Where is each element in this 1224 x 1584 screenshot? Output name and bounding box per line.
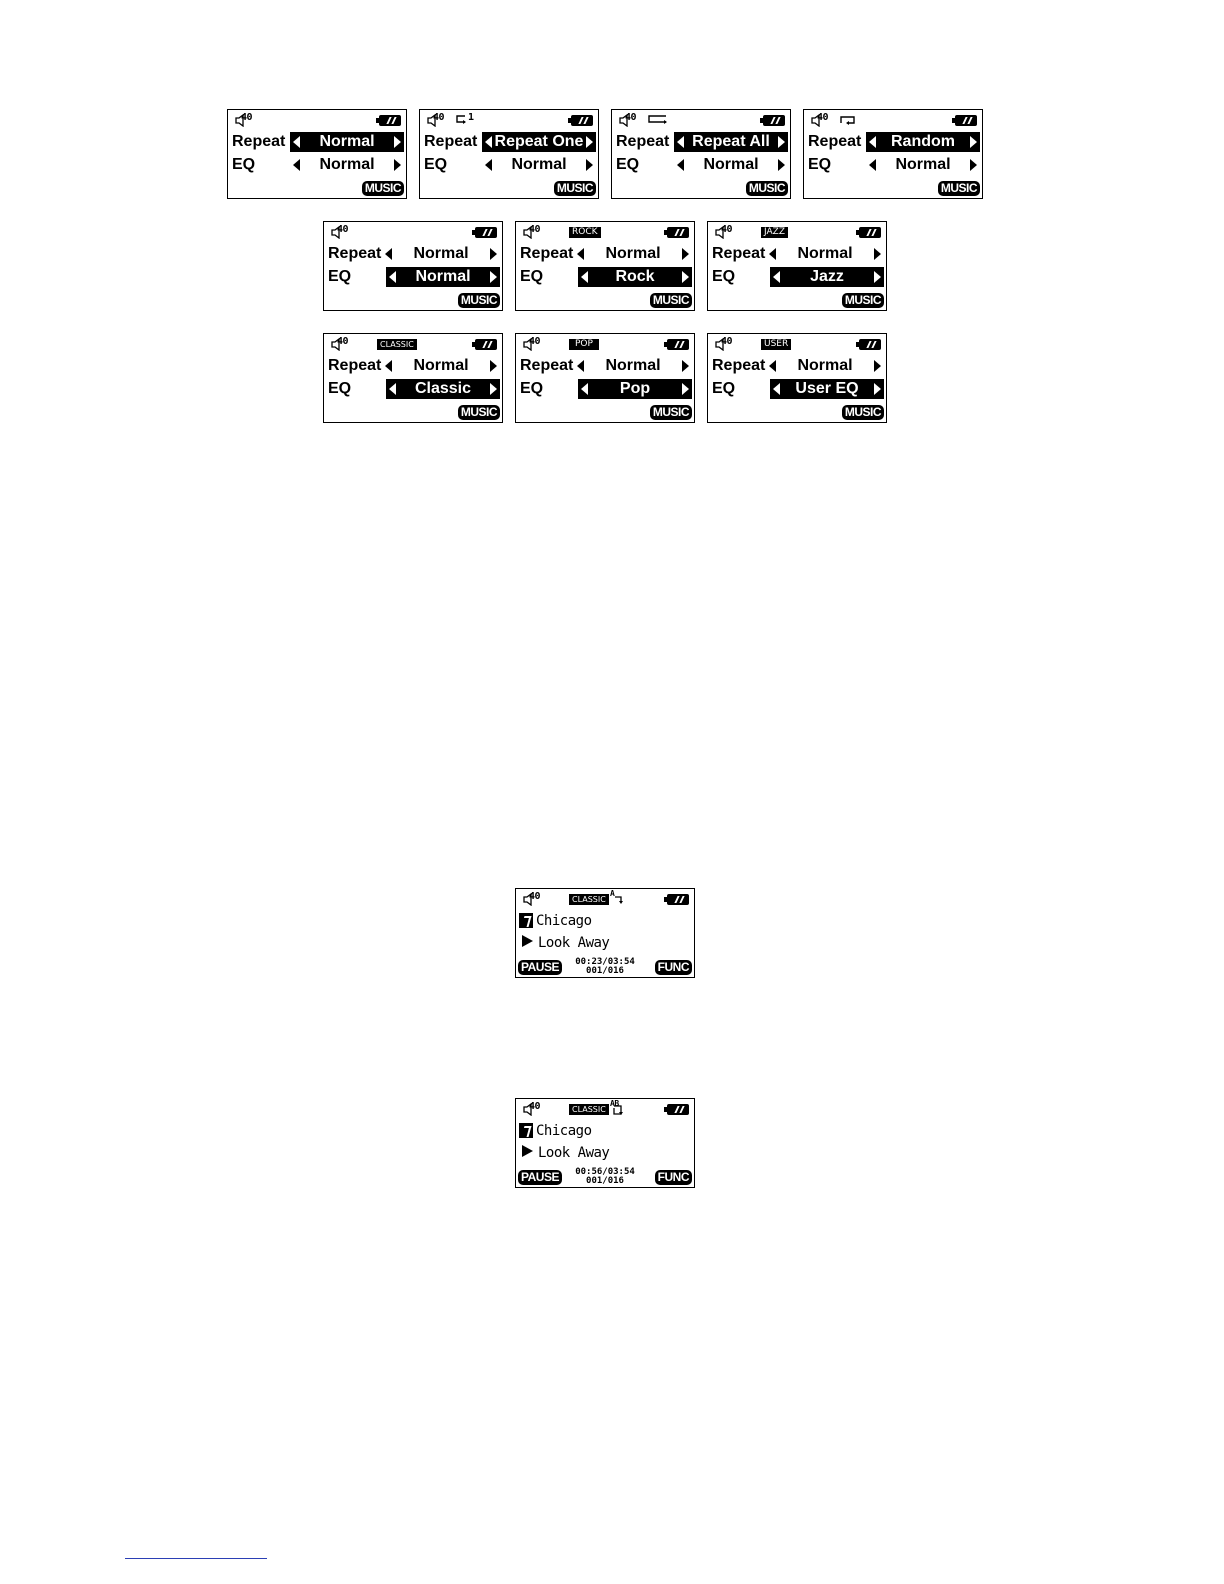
eq-row[interactable]: [710, 267, 884, 287]
eq-value: Rock: [615, 268, 655, 285]
repeat-selector[interactable]: [866, 132, 980, 152]
eq-value: Classic: [414, 380, 472, 397]
screen-repeat-all: [611, 109, 791, 199]
eq-selector[interactable]: [578, 267, 692, 287]
artist-icon: [519, 1123, 533, 1138]
eq-row[interactable]: [230, 155, 404, 175]
eq-row[interactable]: [422, 155, 596, 175]
eq-label: EQ: [328, 268, 352, 285]
repeat-label: Repeat: [616, 133, 670, 150]
music-button[interactable]: MUSIC: [842, 293, 884, 308]
arrow-left-icon[interactable]: [389, 271, 396, 283]
repeat-label: Repeat: [712, 245, 766, 262]
battery-icon: [763, 115, 785, 126]
repeat-row[interactable]: [710, 356, 884, 376]
eq-selector[interactable]: [482, 155, 596, 175]
arrow-right-icon[interactable]: [874, 360, 881, 372]
eq-selector[interactable]: [386, 267, 500, 287]
track-counter: 001/016: [586, 1176, 624, 1186]
eq-label: EQ: [328, 380, 352, 397]
repeat-value: Normal: [797, 245, 853, 262]
status-bar: [804, 112, 982, 128]
repeat-value: Normal: [319, 133, 375, 150]
track-counter: 001/016: [586, 966, 624, 976]
battery-icon: [667, 339, 689, 350]
repeat-selector[interactable]: [482, 132, 596, 152]
screen-repeat-random: [803, 109, 983, 199]
eq-row[interactable]: [710, 379, 884, 399]
repeat-all-icon: [646, 114, 670, 126]
eq-value: Normal: [703, 156, 759, 173]
repeat-value: Random: [891, 133, 955, 150]
eq-row[interactable]: [326, 267, 500, 287]
arrow-right-icon[interactable]: [586, 136, 593, 148]
repeat-label: Repeat: [424, 133, 478, 150]
repeat-value: Repeat One: [494, 133, 584, 150]
repeat-row[interactable]: [518, 356, 692, 376]
screen-eq-user: [707, 333, 887, 423]
volume-value: 40: [433, 112, 445, 123]
repeat-row[interactable]: [518, 244, 692, 264]
battery-icon: [475, 227, 497, 238]
music-button[interactable]: MUSIC: [842, 405, 884, 420]
arrow-left-icon[interactable]: [773, 271, 780, 283]
arrow-left-icon[interactable]: [869, 159, 876, 171]
volume-value: 40: [529, 224, 541, 235]
battery-icon: [859, 339, 881, 350]
screen-repeat-normal: [227, 109, 407, 199]
eq-tag-classic: CLASSIC: [569, 1104, 609, 1115]
time-display: [569, 958, 641, 976]
repeat-row[interactable]: [614, 132, 788, 152]
arrow-right-icon[interactable]: [490, 360, 497, 372]
repeat-label: Repeat: [520, 245, 574, 262]
music-button[interactable]: MUSIC: [458, 405, 500, 420]
screen-eq-jazz: [707, 221, 887, 311]
screen-eq-classic: [323, 333, 503, 423]
arrow-left-icon[interactable]: [385, 360, 392, 372]
screen-eq-pop: [515, 333, 695, 423]
arrow-right-icon[interactable]: [970, 159, 977, 171]
arrow-right-icon[interactable]: [874, 271, 881, 283]
repeat-row[interactable]: [326, 244, 500, 264]
arrow-right-icon[interactable]: [778, 159, 785, 171]
arrow-left-icon[interactable]: [769, 248, 776, 260]
repeat-selector[interactable]: [382, 244, 500, 264]
arrow-right-icon[interactable]: [682, 271, 689, 283]
artist-icon: [519, 913, 533, 928]
repeat-value: Normal: [605, 245, 661, 262]
battery-icon: [667, 894, 689, 905]
status-bar: [516, 1101, 694, 1117]
elapsed-total-time: 00:23/03:54: [575, 957, 635, 967]
battery-icon: [955, 115, 977, 126]
eq-selector[interactable]: [770, 379, 884, 399]
repeat-value: Normal: [797, 357, 853, 374]
playback-screen-a: [515, 888, 695, 978]
eq-label: EQ: [520, 380, 544, 397]
battery-icon: [667, 1104, 689, 1115]
repeat-label: Repeat: [808, 133, 862, 150]
repeat-label: Repeat: [520, 357, 574, 374]
repeat-label: Repeat: [328, 245, 382, 262]
eq-value: Normal: [895, 156, 951, 173]
repeat-selector[interactable]: [574, 356, 692, 376]
music-button[interactable]: MUSIC: [362, 181, 404, 196]
artist-name: Chicago: [536, 1123, 592, 1139]
arrow-left-icon[interactable]: [577, 360, 584, 372]
arrow-right-icon[interactable]: [970, 136, 977, 148]
music-button[interactable]: MUSIC: [650, 405, 692, 420]
repeat-selector[interactable]: [766, 356, 884, 376]
eq-selector[interactable]: [866, 155, 980, 175]
arrow-right-icon[interactable]: [874, 383, 881, 395]
repeat-selector[interactable]: [674, 132, 788, 152]
repeat-label: Repeat: [232, 133, 286, 150]
arrow-left-icon[interactable]: [581, 383, 588, 395]
music-button[interactable]: MUSIC: [554, 181, 596, 196]
battery-icon: [379, 115, 401, 126]
arrow-left-icon[interactable]: [677, 159, 684, 171]
eq-tag-user: USER: [761, 339, 791, 350]
arrow-right-icon[interactable]: [778, 136, 785, 148]
repeat-label: Repeat: [328, 357, 382, 374]
eq-label: EQ: [232, 156, 256, 173]
arrow-right-icon[interactable]: [586, 159, 593, 171]
volume-value: 40: [625, 112, 637, 123]
eq-tag-rock: ROCK: [569, 227, 601, 238]
status-bar: [420, 112, 598, 128]
arrow-left-icon[interactable]: [485, 136, 492, 148]
status-bar: [324, 224, 502, 240]
arrow-right-icon[interactable]: [874, 248, 881, 260]
eq-label: EQ: [712, 268, 736, 285]
battery-icon: [571, 115, 593, 126]
screen-eq-rock: [515, 221, 695, 311]
arrow-right-icon[interactable]: [682, 383, 689, 395]
arrow-left-icon[interactable]: [577, 248, 584, 260]
repeat-one-icon: [454, 114, 478, 126]
eq-label: EQ: [712, 380, 736, 397]
func-button[interactable]: FUNC: [655, 1170, 692, 1185]
title-line: [519, 1145, 609, 1161]
volume-value: 40: [529, 891, 541, 902]
repeat-value: Repeat All: [692, 133, 770, 150]
music-button[interactable]: MUSIC: [458, 293, 500, 308]
arrow-right-icon[interactable]: [490, 383, 497, 395]
arrow-right-icon[interactable]: [394, 136, 401, 148]
playback-screen-ab: [515, 1098, 695, 1188]
repeat-row[interactable]: [710, 244, 884, 264]
arrow-left-icon[interactable]: [869, 136, 876, 148]
battery-icon: [859, 227, 881, 238]
arrow-right-icon[interactable]: [682, 248, 689, 260]
eq-tag-classic: CLASSIC: [377, 339, 417, 350]
screen-eq-normal: [323, 221, 503, 311]
volume-value: 40: [529, 1101, 541, 1112]
eq-value: Normal: [319, 156, 375, 173]
volume-value: 40: [337, 336, 349, 347]
arrow-left-icon[interactable]: [773, 383, 780, 395]
repeat-selector[interactable]: [290, 132, 404, 152]
repeat-label: Repeat: [712, 357, 766, 374]
eq-tag-pop: POP: [569, 339, 599, 350]
status-bar: [516, 336, 694, 352]
eq-label: EQ: [808, 156, 832, 173]
volume-value: 40: [529, 336, 541, 347]
eq-row[interactable]: [614, 155, 788, 175]
status-bar: [228, 112, 406, 128]
repeat-one-mark: 1: [468, 112, 474, 123]
eq-value: Normal: [415, 268, 471, 285]
eq-row[interactable]: [518, 267, 692, 287]
eq-value: User EQ: [795, 380, 859, 397]
artist-line: [519, 913, 592, 929]
status-bar: [516, 891, 694, 907]
eq-row[interactable]: [326, 379, 500, 399]
eq-value: Jazz: [810, 268, 844, 285]
song-title: Look Away: [538, 1145, 610, 1161]
volume-value: 40: [721, 224, 733, 235]
repeat-selector[interactable]: [382, 356, 500, 376]
time-display: [569, 1168, 641, 1186]
artist-name: Chicago: [536, 913, 592, 929]
repeat-row[interactable]: [422, 132, 596, 152]
play-icon: [522, 1145, 533, 1157]
arrow-left-icon[interactable]: [677, 136, 684, 148]
arrow-left-icon[interactable]: [293, 136, 300, 148]
arrow-left-icon[interactable]: [385, 248, 392, 260]
repeat-selector[interactable]: [766, 244, 884, 264]
play-icon: [522, 935, 533, 947]
music-button[interactable]: MUSIC: [650, 293, 692, 308]
status-bar: [708, 224, 886, 240]
arrow-left-icon[interactable]: [293, 159, 300, 171]
eq-row[interactable]: [806, 155, 980, 175]
status-bar: [708, 336, 886, 352]
music-button[interactable]: MUSIC: [938, 181, 980, 196]
eq-selector[interactable]: [578, 379, 692, 399]
eq-value: Normal: [511, 156, 567, 173]
func-button[interactable]: FUNC: [655, 960, 692, 975]
music-button[interactable]: MUSIC: [746, 181, 788, 196]
repeat-value: Normal: [413, 245, 469, 262]
battery-icon: [475, 339, 497, 350]
eq-selector[interactable]: [770, 267, 884, 287]
volume-value: 40: [817, 112, 829, 123]
repeat-selector[interactable]: [574, 244, 692, 264]
eq-tag-classic: CLASSIC: [569, 894, 609, 905]
eq-selector[interactable]: [386, 379, 500, 399]
ab-mark: AB: [610, 1099, 619, 1108]
eq-selector[interactable]: [674, 155, 788, 175]
arrow-right-icon[interactable]: [682, 360, 689, 372]
status-bar: [516, 224, 694, 240]
battery-icon: [667, 227, 689, 238]
repeat-row[interactable]: [806, 132, 980, 152]
title-line: [519, 935, 609, 951]
volume-value: 40: [721, 336, 733, 347]
pause-button[interactable]: PAUSE: [518, 960, 562, 975]
repeat-row[interactable]: [230, 132, 404, 152]
arrow-right-icon[interactable]: [490, 271, 497, 283]
song-title: Look Away: [538, 935, 610, 951]
footnote-rule: [125, 1558, 267, 1559]
status-bar: [324, 336, 502, 352]
eq-selector[interactable]: [290, 155, 404, 175]
pause-button[interactable]: PAUSE: [518, 1170, 562, 1185]
eq-label: EQ: [616, 156, 640, 173]
eq-label: EQ: [424, 156, 448, 173]
volume-value: 40: [337, 224, 349, 235]
shuffle-icon: [838, 114, 862, 126]
eq-value: Pop: [619, 380, 651, 397]
elapsed-total-time: 00:56/03:54: [575, 1167, 635, 1177]
status-bar: [612, 112, 790, 128]
eq-row[interactable]: [518, 379, 692, 399]
arrow-left-icon[interactable]: [485, 159, 492, 171]
volume-value: 40: [241, 112, 253, 123]
repeat-value: Normal: [605, 357, 661, 374]
artist-line: [519, 1123, 592, 1139]
arrow-left-icon[interactable]: [581, 271, 588, 283]
repeat-value: Normal: [413, 357, 469, 374]
arrow-right-icon[interactable]: [490, 248, 497, 260]
arrow-left-icon[interactable]: [389, 383, 396, 395]
eq-tag-jazz: JAZZ: [761, 227, 788, 238]
arrow-left-icon[interactable]: [769, 360, 776, 372]
eq-label: EQ: [520, 268, 544, 285]
ab-mark: A: [610, 889, 615, 898]
screen-repeat-one: [419, 109, 599, 199]
arrow-right-icon[interactable]: [394, 159, 401, 171]
repeat-row[interactable]: [326, 356, 500, 376]
